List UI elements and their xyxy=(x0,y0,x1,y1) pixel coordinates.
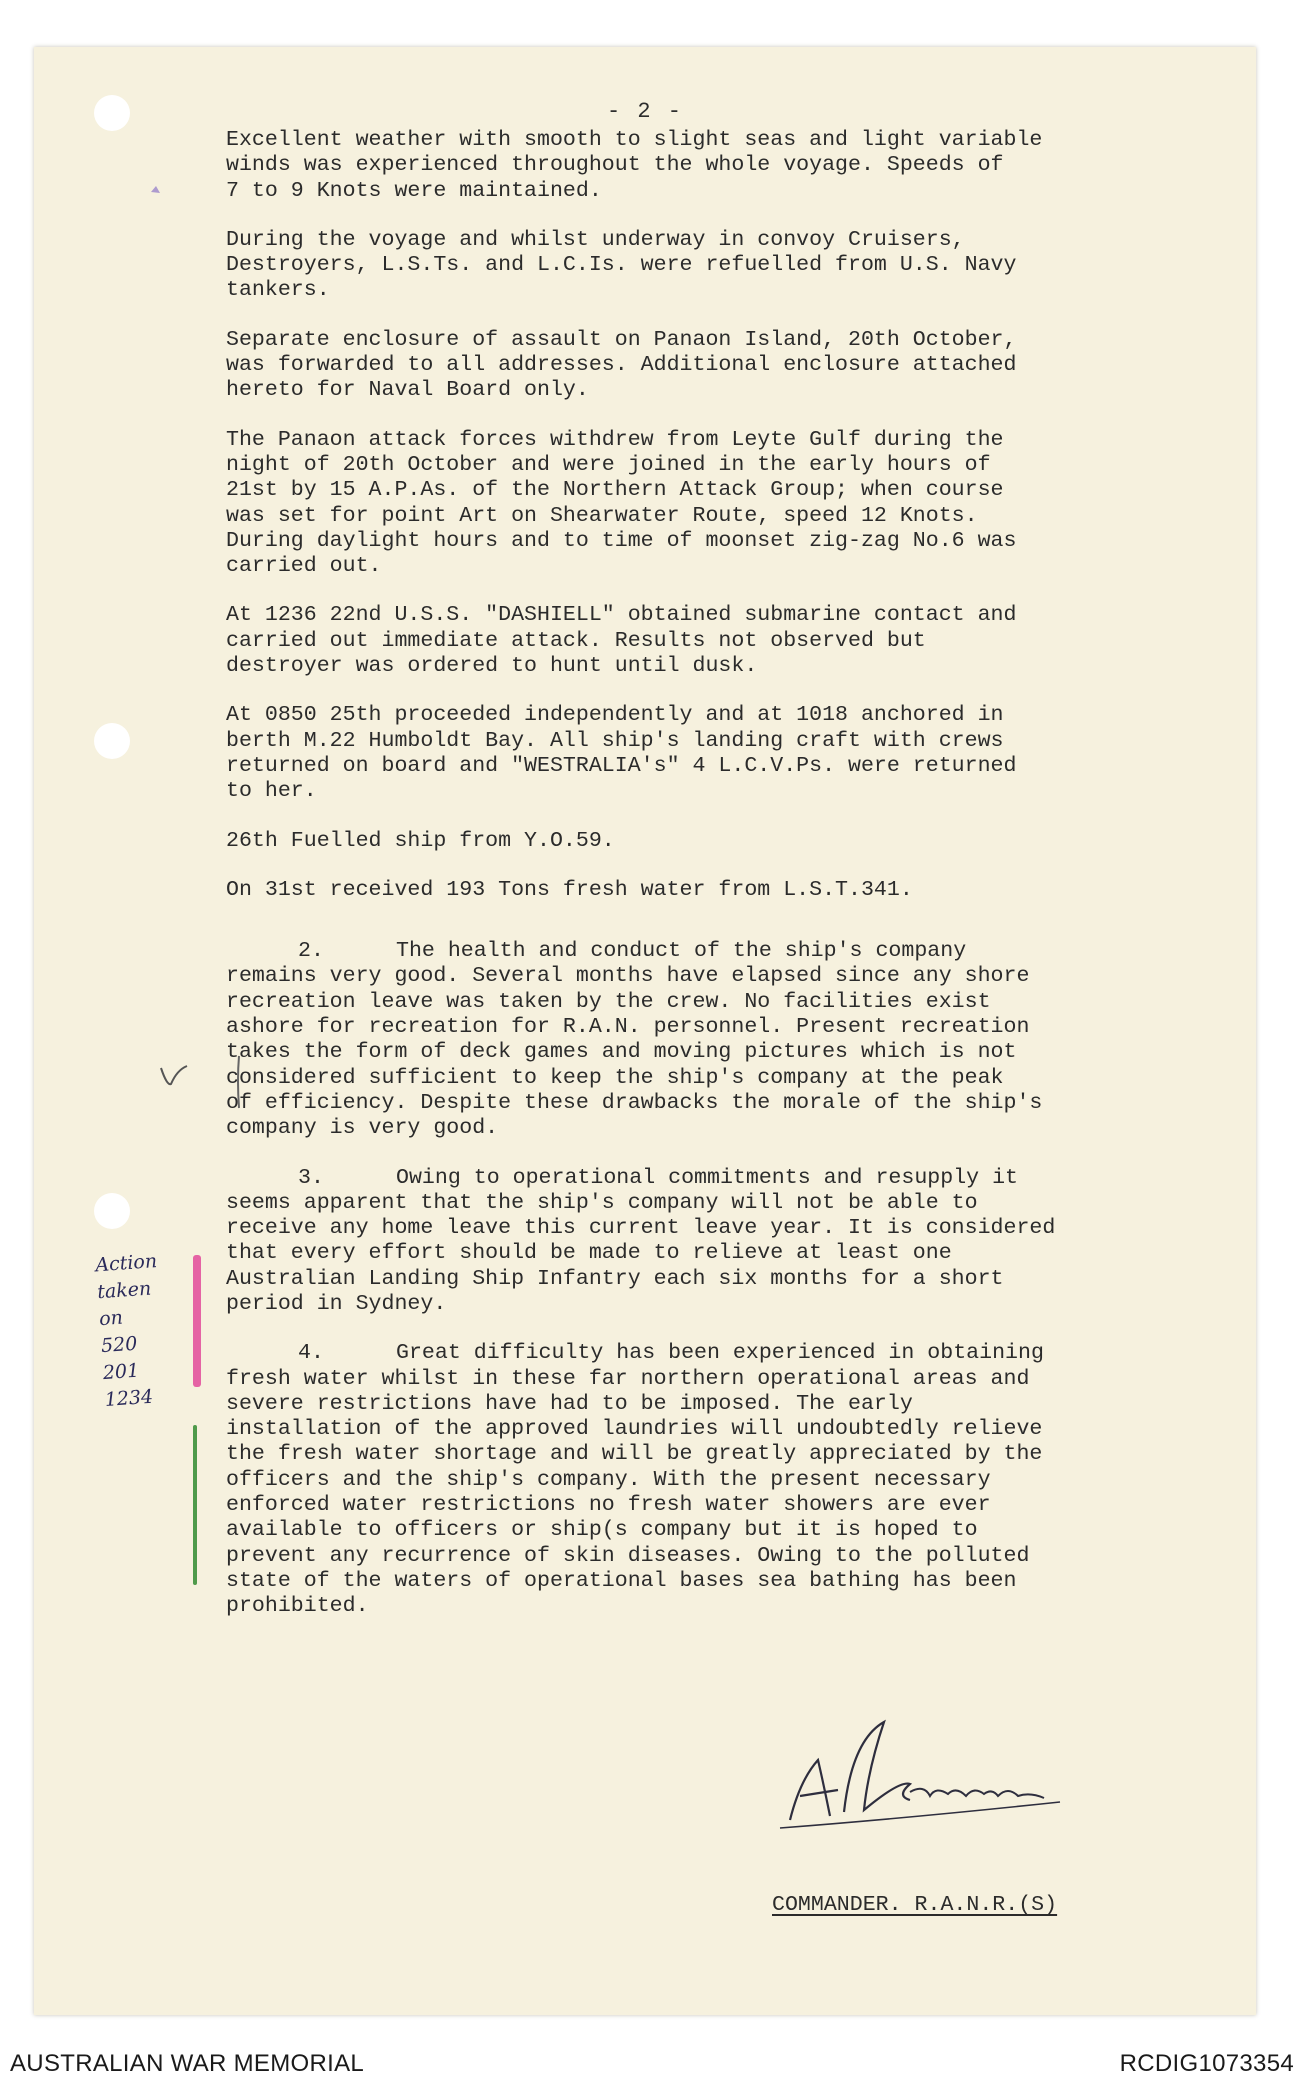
paragraph-withdrawal: The Panaon attack forces withdrew from Leyte Gulf during the night of 20th October and were joined in the early hours of 21st by 15 A.P.As. of the Northern Attack Group; when course was set for point Art on Shearwater Route, speed 12 Knots. During daylight hours and to time of moonset zig-zag No.6 was carried out. xyxy=(226,427,1017,579)
paragraph-humboldt-bay: At 0850 25th proceeded independently and at 1018 anchored in berth M.22 Humboldt Bay. All ship's landing craft with crews returned on board and "WESTRALIA's" 4 L.C.V.Ps. were returned to her. xyxy=(226,703,1017,804)
paragraph-panaon-enclosure: Separate enclosure of assault on Panaon Island, 20th October, was forwarded to all addresses. Additional enclosure attached hereto for Naval Board only. xyxy=(226,327,1017,403)
paragraph-text: seems apparent that the ship's company will not be able to receive any home leave this current leave year. It is considered that every effort should be made to relieve at least one Australian Landing Ship Infantry each six months for a short period in Sydney. xyxy=(226,1190,1056,1316)
handwritten-margin-note: Action taken on 520 201 1234 xyxy=(94,1250,158,1411)
paragraph-number: 4. xyxy=(298,1341,324,1366)
paragraph-text: fresh water whilst in these far northern operational areas and severe restrictions have had to be imposed. The early installation of the approved laundries will undoubtedly relieve the fresh water shortage and will be greatly appreciated by the officers and the ship's company. With the present necessary enforced water restrictions no fresh water showers are ever available to officers or ship(s company but it is hoped to prevent any recurrence of skin diseases. Owing to the polluted state of the waters of operational bases sea bathing has been prohibited. xyxy=(226,1366,1043,1619)
numbered-paragraph-4 xyxy=(226,1341,1216,1619)
numbered-paragraph-3 xyxy=(226,1166,1216,1318)
footer-record-id: RCDIG1073354 xyxy=(1119,2050,1294,2077)
green-margin-marker xyxy=(193,1425,197,1585)
paragraph-weather: Excellent weather with smooth to slight seas and light variable winds was experienced throughout the whole voyage. Speeds of 7 to 9 Knots were maintained. xyxy=(226,128,1043,203)
pink-margin-marker xyxy=(193,1255,201,1387)
signature-title: COMMANDER. R.A.N.R.(S) xyxy=(772,1893,1058,1917)
paragraph-refuelling: During the voyage and whilst underway in convoy Cruisers, Destroyers, L.S.Ts. and L.C.Is. were refuelled from U.S. Navy tankers. xyxy=(226,227,1017,303)
punch-hole-middle xyxy=(94,723,130,759)
paragraph-fresh-water-received: On 31st received 193 Tons fresh water from L.S.T.341. xyxy=(226,877,913,902)
ink-dot-mark xyxy=(148,182,164,198)
paragraph-number: 3. xyxy=(298,1165,324,1190)
page-number: - 2 - xyxy=(606,99,683,124)
paragraph-submarine-contact: At 1236 22nd U.S.S. "DASHIELL" obtained submarine contact and carried out immediate attack. Results not observed but destroyer was ordered to hunt until dusk. xyxy=(226,603,1017,679)
signature-text: A. Cousin xyxy=(760,1700,766,1701)
handwritten-signature xyxy=(760,1700,1080,1840)
punch-hole-bottom xyxy=(94,1193,130,1229)
numbered-paragraph-2 xyxy=(226,939,1216,1141)
paragraph-text: remains very good. Several months have elapsed since any shore recreation leave was taken by the crew. No facilities exist ashore for recreation for R.A.N. personnel. Present recreation takes the form of deck games and moving pictures which is not considered sufficient to keep the ship's company at the peak of efficiency. Despite these drawbacks the morale of the ship's company is very good. xyxy=(226,964,1043,1141)
paragraph-first-line: Great difficulty has been experienced in obtaining xyxy=(396,1341,1044,1366)
handwritten-tick-mark xyxy=(155,1050,245,1120)
paragraph-first-line: Owing to operational commitments and resupply it xyxy=(396,1165,1019,1190)
footer-archive-name: AUSTRALIAN WAR MEMORIAL xyxy=(10,2050,365,2077)
paragraph-number: 2. xyxy=(298,939,324,964)
paragraph-first-line: The health and conduct of the ship's company xyxy=(396,939,967,964)
document-body xyxy=(226,128,1216,1644)
paragraph-fuelled-ship: 26th Fuelled ship from Y.O.59. xyxy=(226,828,615,853)
